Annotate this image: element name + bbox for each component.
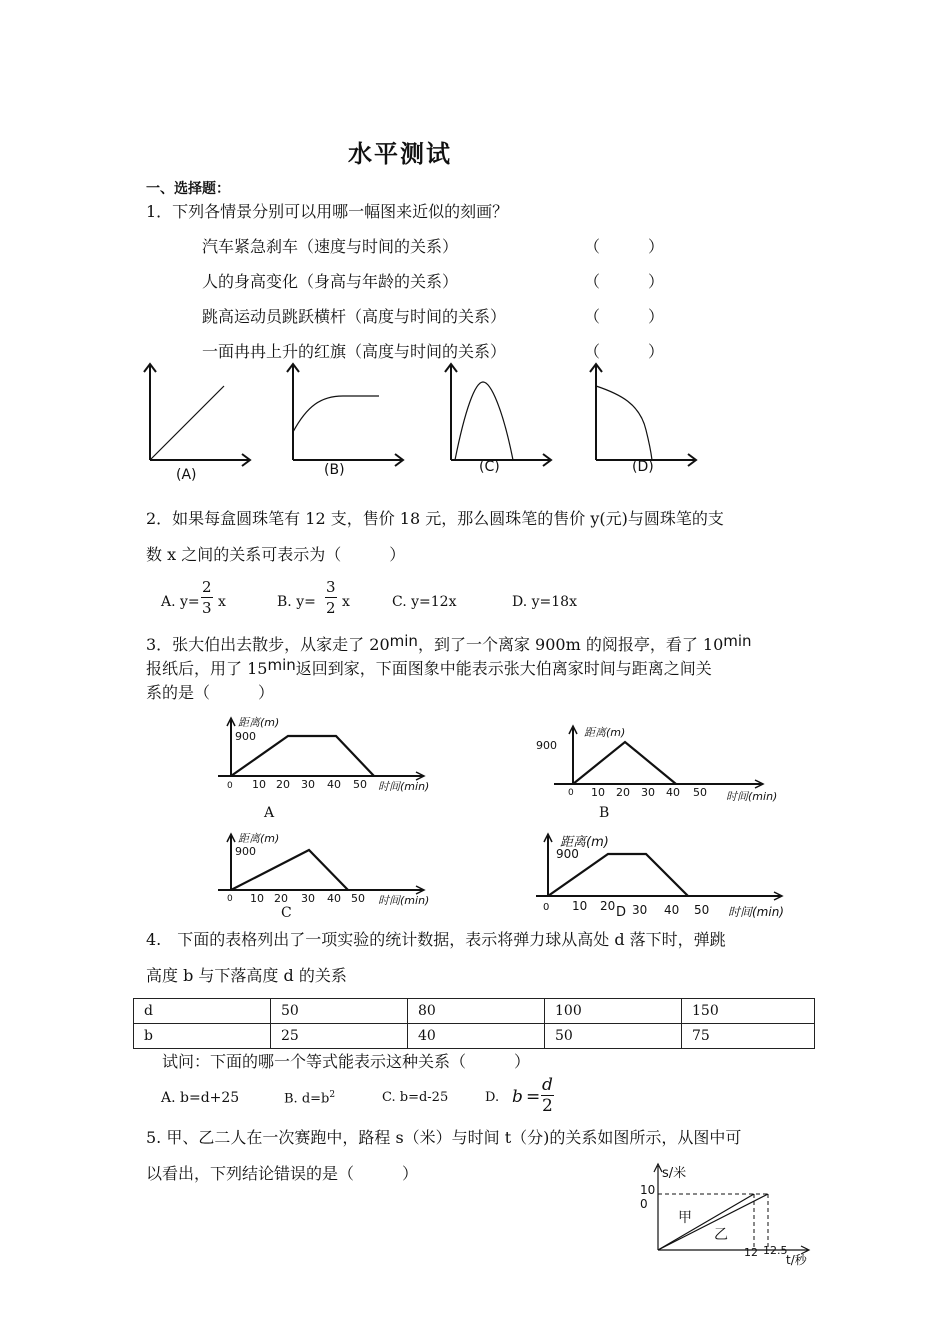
q3b-y-value: 900: [536, 739, 557, 752]
q1-answer-blank-4[interactable]: （ ）: [584, 342, 665, 361]
q1-answer-blank-2[interactable]: （ ）: [584, 272, 665, 291]
table-cell: b: [134, 1024, 271, 1049]
q3c-tick-10: 10: [250, 892, 264, 905]
q1-graph-a: [140, 360, 260, 470]
q3b-tick-50: 50: [693, 786, 707, 799]
q2-option-a-numerator: 2: [202, 578, 212, 596]
table-cell: d: [134, 999, 271, 1024]
q3-graph-d-label: D: [616, 905, 627, 920]
q3c-y-value: 900: [235, 845, 256, 858]
q4-option-a: A. b=d+25: [161, 1090, 240, 1106]
q3c-x-axis-label: 时间(min): [378, 894, 430, 907]
q4-line-1: 4. 下面的表格列出了一项实验的统计数据，表示将弹力球从高处 d 落下时，弹跳: [146, 930, 726, 949]
q3d-x-axis-label: 时间(min): [728, 905, 784, 919]
q3-graph-a-label: A: [264, 805, 275, 821]
q4-option-d-numerator: d: [542, 1075, 553, 1095]
q2-option-b-denominator: 2: [326, 599, 336, 617]
q3c-tick-20: 20: [274, 892, 288, 905]
q5-y-value-line-1: 10: [640, 1183, 656, 1197]
q3a-tick-10: 10: [252, 778, 266, 791]
q4-option-d-label: D.: [485, 1090, 500, 1105]
q2-option-b-prefix: B. y=: [277, 594, 316, 610]
q3b-origin: 0: [568, 788, 574, 798]
q2-option-c: C. y=12x: [392, 594, 457, 610]
q3b-tick-20: 20: [616, 786, 630, 799]
q3d-y-axis-label: 距离(m): [560, 835, 609, 850]
q1-graph-a-label: (A): [176, 467, 197, 483]
table-cell: 25: [271, 1024, 408, 1049]
q2-option-b-fraction: [325, 577, 337, 618]
q5-series-jia-label: 甲: [678, 1210, 692, 1226]
q3-graph-b-label: B: [599, 805, 610, 821]
section-heading: 一、选择题：: [146, 181, 230, 197]
q3c-origin: 0: [227, 894, 233, 904]
q3c-tick-50: 50: [351, 892, 365, 905]
q2-option-a-prefix: A. y=: [161, 594, 200, 610]
q3a-y-value: 900: [235, 730, 256, 743]
q4-option-c: C. b=d-25: [382, 1090, 449, 1105]
q5-graph: [630, 1158, 820, 1273]
q3a-origin: 0: [227, 781, 233, 791]
q3d-tick-50: 50: [694, 903, 710, 917]
q3a-tick-50: 50: [353, 778, 367, 791]
q3-graph-d: [536, 828, 816, 923]
q3-unit-1: min: [389, 632, 418, 650]
q2-line-1: 2．如果每盒圆珠笔有 12 支，售价 18 元，那么圆珠笔的售价 y(元)与圆珠笔的支: [146, 509, 724, 528]
q3d-tick-30: 30: [632, 903, 648, 917]
q3-graph-c-label: C: [281, 905, 292, 921]
q5-x-value-2: 12.5: [763, 1244, 788, 1257]
q5-series-yi-label: 乙: [714, 1227, 728, 1243]
q2-option-a-suffix: x: [218, 594, 226, 610]
q4-option-b-text: B. d=b: [284, 1091, 330, 1107]
q2-option-a-denominator: 3: [202, 599, 212, 617]
q4-line-2: 高度 b 与下落高度 d 的关系: [146, 966, 347, 985]
q3-graph-a: [218, 712, 458, 802]
q4-option-d-fraction: [541, 1075, 554, 1116]
table-cell: 50: [545, 1024, 682, 1049]
q5-y-value-line-2: 0: [640, 1197, 648, 1211]
q5-line-1: 5. 甲、乙二人在一次赛跑中，路程 s（米）与时间 t（分)的关系如图所示，从图中可: [146, 1128, 742, 1147]
q5-x-value-1: 12: [744, 1246, 758, 1259]
q5-x-axis-label: t/秒: [786, 1253, 807, 1267]
q3-unit-2: min: [723, 632, 752, 650]
q3d-y-value: 900: [556, 847, 579, 861]
q2-option-d: D. y=18x: [512, 594, 577, 610]
q1-graph-b: [283, 360, 408, 470]
q4-option-d-equals: =: [526, 1087, 541, 1107]
q3b-tick-30: 30: [641, 786, 655, 799]
q3c-tick-30: 30: [301, 892, 315, 905]
q3c-y-axis-label: 距离(m): [238, 832, 280, 845]
q4-data-table: [133, 998, 815, 1049]
q5-y-axis-label: s/米: [662, 1166, 687, 1181]
q3a-x-axis-label: 时间(min): [378, 780, 430, 793]
table-cell: 50: [271, 999, 408, 1024]
q5-line-2: 以看出，下列结论错误的是（ ）: [146, 1164, 419, 1183]
q3b-x-axis-label: 时间(min): [726, 790, 778, 803]
q3c-tick-40: 40: [327, 892, 341, 905]
q3d-origin: 0: [543, 902, 550, 913]
q3-line-3: 系的是（ ）: [146, 683, 275, 702]
q3-line-1-text-b: ，到了一个离家 900m 的阅报亭，看了 10: [417, 635, 724, 654]
q3-line-2-text-b: 返回到家，下面图象中能表示张大伯离家时间与距离之间关: [295, 659, 712, 678]
q1-graph-d-label: (D): [632, 459, 654, 475]
q3-line-2-text-a: 报纸后，用了 15: [146, 659, 268, 678]
q1-answer-blank-1[interactable]: （ ）: [584, 237, 665, 256]
q1-graph-d: [586, 360, 701, 470]
q1-stem: 1．下列各情景分别可以用哪一幅图来近似的刻画？: [146, 202, 509, 221]
table-cell: 100: [545, 999, 682, 1024]
q3-line-1: [146, 633, 752, 657]
q3d-tick-20: 20: [600, 899, 616, 913]
q3d-tick-10: 10: [572, 899, 588, 913]
q4-option-d-b: b: [512, 1087, 523, 1107]
q3a-y-axis-label: 距离(m): [238, 716, 280, 729]
table-row: [134, 999, 815, 1024]
q2-option-a-fraction: [201, 577, 213, 618]
q4-option-b-superscript: 2: [329, 1090, 336, 1100]
q3b-tick-40: 40: [666, 786, 680, 799]
q3a-tick-20: 20: [276, 778, 290, 791]
q1-graph-c-label: (C): [479, 459, 500, 475]
q3a-tick-40: 40: [327, 778, 341, 791]
page-title: 水平测试: [348, 139, 452, 168]
q1-scenario-4: 一面冉冉上升的红旗（高度与时间的关系）: [202, 342, 507, 361]
q1-graph-c: [441, 360, 556, 470]
q3-graph-b: [534, 722, 804, 812]
q2-line-2: 数 x 之间的关系可表示为（ ）: [146, 545, 406, 564]
q3-line-1-text-a: 3．张大伯出去散步，从家走了 20: [146, 635, 390, 654]
q2-option-b-suffix: x: [342, 594, 350, 610]
table-row: [134, 1024, 815, 1049]
q3-graph-c: [218, 828, 458, 918]
q4-option-b: [284, 1090, 335, 1106]
q2-option-b-numerator: 3: [326, 578, 336, 596]
table-cell: 150: [682, 999, 815, 1024]
q3d-tick-40: 40: [664, 903, 680, 917]
table-cell: 75: [682, 1024, 815, 1049]
q1-answer-blank-3[interactable]: （ ）: [584, 307, 665, 326]
q4-ask: 试问：下面的哪一个等式能表示这种关系（ ）: [162, 1052, 531, 1071]
q1-scenario-2: 人的身高变化（身高与年龄的关系）: [202, 272, 459, 291]
q1-scenario-3: 跳高运动员跳跃横杆（高度与时间的关系）: [202, 307, 507, 326]
q1-scenario-1: 汽车紧急刹车（速度与时间的关系）: [202, 237, 459, 256]
q1-graph-b-label: (B): [324, 462, 345, 478]
table-cell: 40: [408, 1024, 545, 1049]
q3-unit-3: min: [267, 656, 296, 674]
q3b-tick-10: 10: [591, 786, 605, 799]
q3-line-2: [146, 657, 712, 681]
q3b-y-axis-label: 距离(m): [584, 726, 626, 739]
table-cell: 80: [408, 999, 545, 1024]
q4-option-d-denominator: 2: [542, 1096, 553, 1116]
q3a-tick-30: 30: [301, 778, 315, 791]
